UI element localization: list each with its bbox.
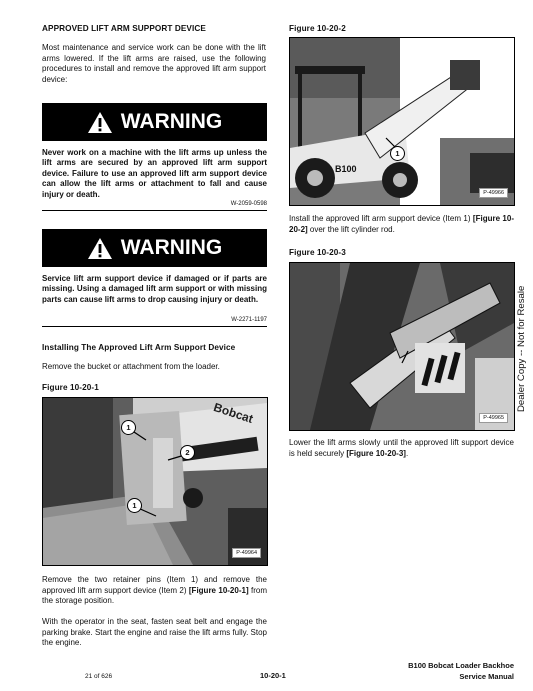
warning-code-2: W-2271-1197: [231, 317, 267, 323]
warning-triangle-icon: [87, 111, 113, 134]
warning-triangle-icon: [87, 237, 113, 260]
bobcat-logo-text: Bobcat: [211, 400, 255, 426]
lift-arm-storage-photo: [43, 398, 267, 565]
support-device-installed-photo: [290, 263, 514, 430]
section-title: APPROVED LIFT ARM SUPPORT DEVICE: [42, 24, 206, 33]
warning-banner-1: [42, 103, 267, 141]
figure-label-2: Figure 10-20-2: [289, 24, 346, 33]
loader-raised-arms-photo: [290, 38, 514, 205]
operator-paragraph: With the operator in the seat, fasten seat belt and engage the parking brake. Start the engine and raise the lift arms fully. Stop the engine.: [42, 617, 267, 648]
warning-text-2: Service lift arm support device if damaged or if parts are missing. Using a damaged lift arm support or with missing parts can cause lift arms to drop causing injury or death.: [42, 274, 267, 304]
callout-1-top: 1: [121, 420, 136, 435]
figure-label-1: Figure 10-20-1: [42, 383, 99, 392]
callout-1-fig2: 1: [390, 146, 405, 161]
page-of-count: 21 of 626: [85, 673, 113, 680]
figure-ref-1: [Figure 10-20-1]: [188, 585, 249, 595]
dealer-copy-label: Dealer Copy -- Not for Resale: [516, 285, 527, 412]
callout-2: 2: [180, 445, 195, 460]
install-heading: Installing The Approved Lift Arm Support Device: [42, 343, 236, 352]
lower-paragraph: Lower the lift arms slowly until the approved lift support device is held securely [Figure 10-20-3].: [289, 438, 514, 458]
manual-title: B100 Bobcat Loader Backhoe: [408, 661, 514, 670]
remove-bucket-text: Remove the bucket or attachment from the loader.: [42, 362, 220, 371]
figure-10-20-3: [289, 262, 515, 431]
warning-divider-2: [42, 326, 267, 327]
remove-pins-paragraph: Remove the two retainer pins (Item 1) and remove the approved lift arm support device (Item 2) [Figure 10-20-1] from the storage position.: [42, 575, 267, 606]
photo-number-1: P-49964: [232, 548, 261, 558]
figure-10-20-1: [42, 397, 268, 566]
manual-subtitle: Service Manual: [459, 672, 514, 681]
figure-10-20-2: [289, 37, 515, 206]
install-paragraph: Install the approved lift arm support device (Item 1) [Figure 10-20-2] over the lift cylinder rod.: [289, 214, 514, 234]
warning-banner-2: [42, 229, 267, 267]
figure-label-3: Figure 10-20-3: [289, 248, 346, 257]
intro-paragraph: Most maintenance and service work can be done with the lift arms lowered. If the lift arms are raised, use the following procedures to install and remove the approved lift arm support device:: [42, 43, 266, 84]
b100-decal: B100: [335, 164, 357, 174]
callout-1-bottom: 1: [127, 498, 142, 513]
photo-number-3: P-49965: [479, 413, 508, 423]
warning-text-1: Never work on a machine with the lift arms up unless the lift arms are secured by an approved lift arm support device. Failure to use an approved lift arm support device can allow the lift arms or attachment to fall and cause injury or death.: [42, 148, 267, 199]
page-number: 10-20-1: [260, 671, 286, 680]
warning-label-2: WARNING: [120, 236, 223, 259]
figure-ref-3: [Figure 10-20-3]: [346, 448, 406, 458]
warning-code-1: W-2059-0598: [230, 201, 267, 207]
warning-divider-1: [42, 210, 267, 211]
photo-number-2: P-49966: [479, 188, 508, 198]
warning-label-1: WARNING: [120, 110, 223, 133]
figure-ref-2: [Figure 10-20-2]: [289, 214, 514, 234]
